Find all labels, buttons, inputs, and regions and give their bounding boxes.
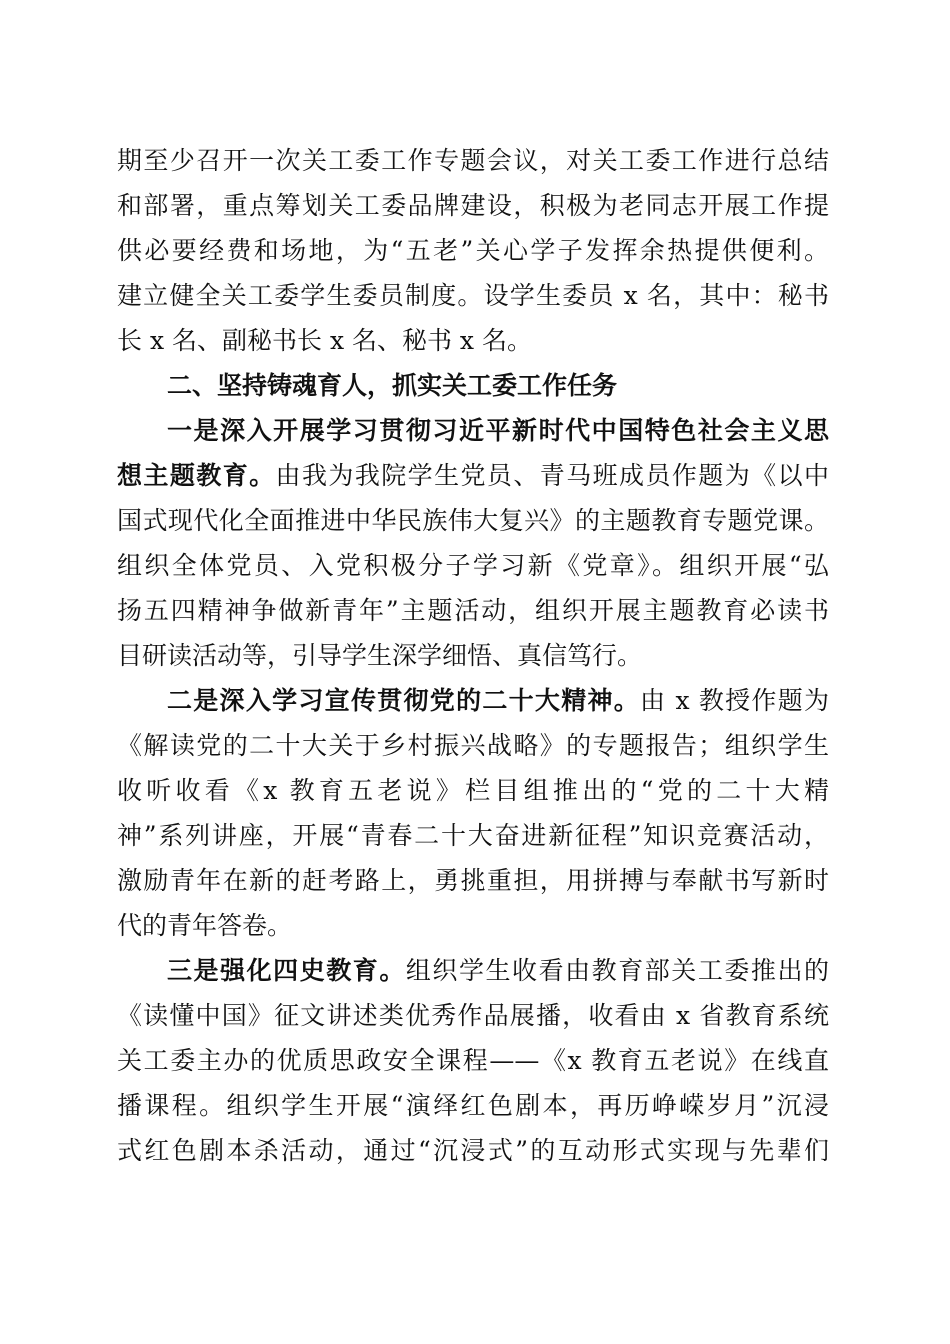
paragraph-two-line: 《解读党的二十大关于乡村振兴战略》的专题报告；组织学生 — [117, 731, 829, 760]
paragraph-two-line: 激励青年在新的赶考路上，勇挑重担，用拼搏与奉献书写新时 — [117, 866, 829, 895]
paragraph-three-line: 播课程。组织学生开展“演绎红色剧本，再历峥嵘岁月”沉浸 — [117, 1091, 829, 1120]
paragraph-one-line: 扬五四精神争做新青年”主题活动，组织开展主题教育必读书 — [117, 596, 829, 625]
paragraph-two-line: 代的青年答卷。 — [117, 911, 293, 940]
paragraph-one-line — [117, 456, 829, 496]
paragraph-three-line: 《读懂中国》征文讲述类优秀作品展播，收看由 x 省教育系统 — [117, 1001, 829, 1030]
paragraph-one-bold-lead-end: 想主题教育。 — [117, 461, 276, 490]
paragraph-two-bold-lead: 二是深入学习宣传贯彻党的二十大精神。 — [167, 686, 641, 715]
paragraph-two-line-rest: 由 x 教授作题为 — [640, 686, 829, 715]
paragraph-two-line: 神”系列讲座，开展“青春二十大奋进新征程”知识竞赛活动， — [117, 821, 829, 850]
text-line: 供必要经费和场地，为“五老”关心学子发挥余热提供便利。 — [117, 236, 829, 265]
paragraph-three-first-line — [167, 951, 829, 991]
paragraph-three-line-rest: 组织学生收看由教育部关工委推出的 — [405, 956, 829, 985]
paragraph-one-bold-lead: 一是深入开展学习贯彻习近平新时代中国特色社会主义思 — [167, 416, 829, 445]
paragraph-one-line: 组织全体党员、入党积极分子学习新《党章》。组织开展“弘 — [117, 551, 829, 580]
paragraph-three-line: 关工委主办的优质思政安全课程——《x 教育五老说》在线直 — [117, 1046, 829, 1075]
paragraph-three-line: 式红色剧本杀活动，通过“沉浸式”的互动形式实现与先辈们 — [117, 1136, 829, 1165]
text-line: 长 x 名、副秘书长 x 名、秘书 x 名。 — [117, 326, 532, 355]
text-line: 建立健全关工委学生委员制度。设学生委员 x 名，其中：秘书 — [117, 281, 829, 310]
text-line: 和部署，重点筹划关工委品牌建设，积极为老同志开展工作提 — [117, 191, 829, 220]
paragraph-two-line: 收听收看《x 教育五老说》栏目组推出的“党的二十大精 — [117, 776, 829, 805]
paragraph-one-line: 国式现代化全面推进中华民族伟大复兴》的主题教育专题党课。 — [117, 506, 829, 535]
section-heading: 二、坚持铸魂育人，抓实关工委工作任务 — [167, 371, 618, 400]
paragraph-one-line-rest: 由我为我院学生党员、青马班成员作题为《以中 — [275, 461, 829, 490]
paragraph-one-line: 目研读活动等，引导学生深学细悟、真信笃行。 — [117, 641, 643, 670]
text-line: 期至少召开一次关工委工作专题会议，对关工委工作进行总结 — [117, 146, 829, 175]
paragraph-two-first-line — [167, 681, 829, 721]
paragraph-three-bold-lead: 三是强化四史教育。 — [167, 956, 406, 985]
